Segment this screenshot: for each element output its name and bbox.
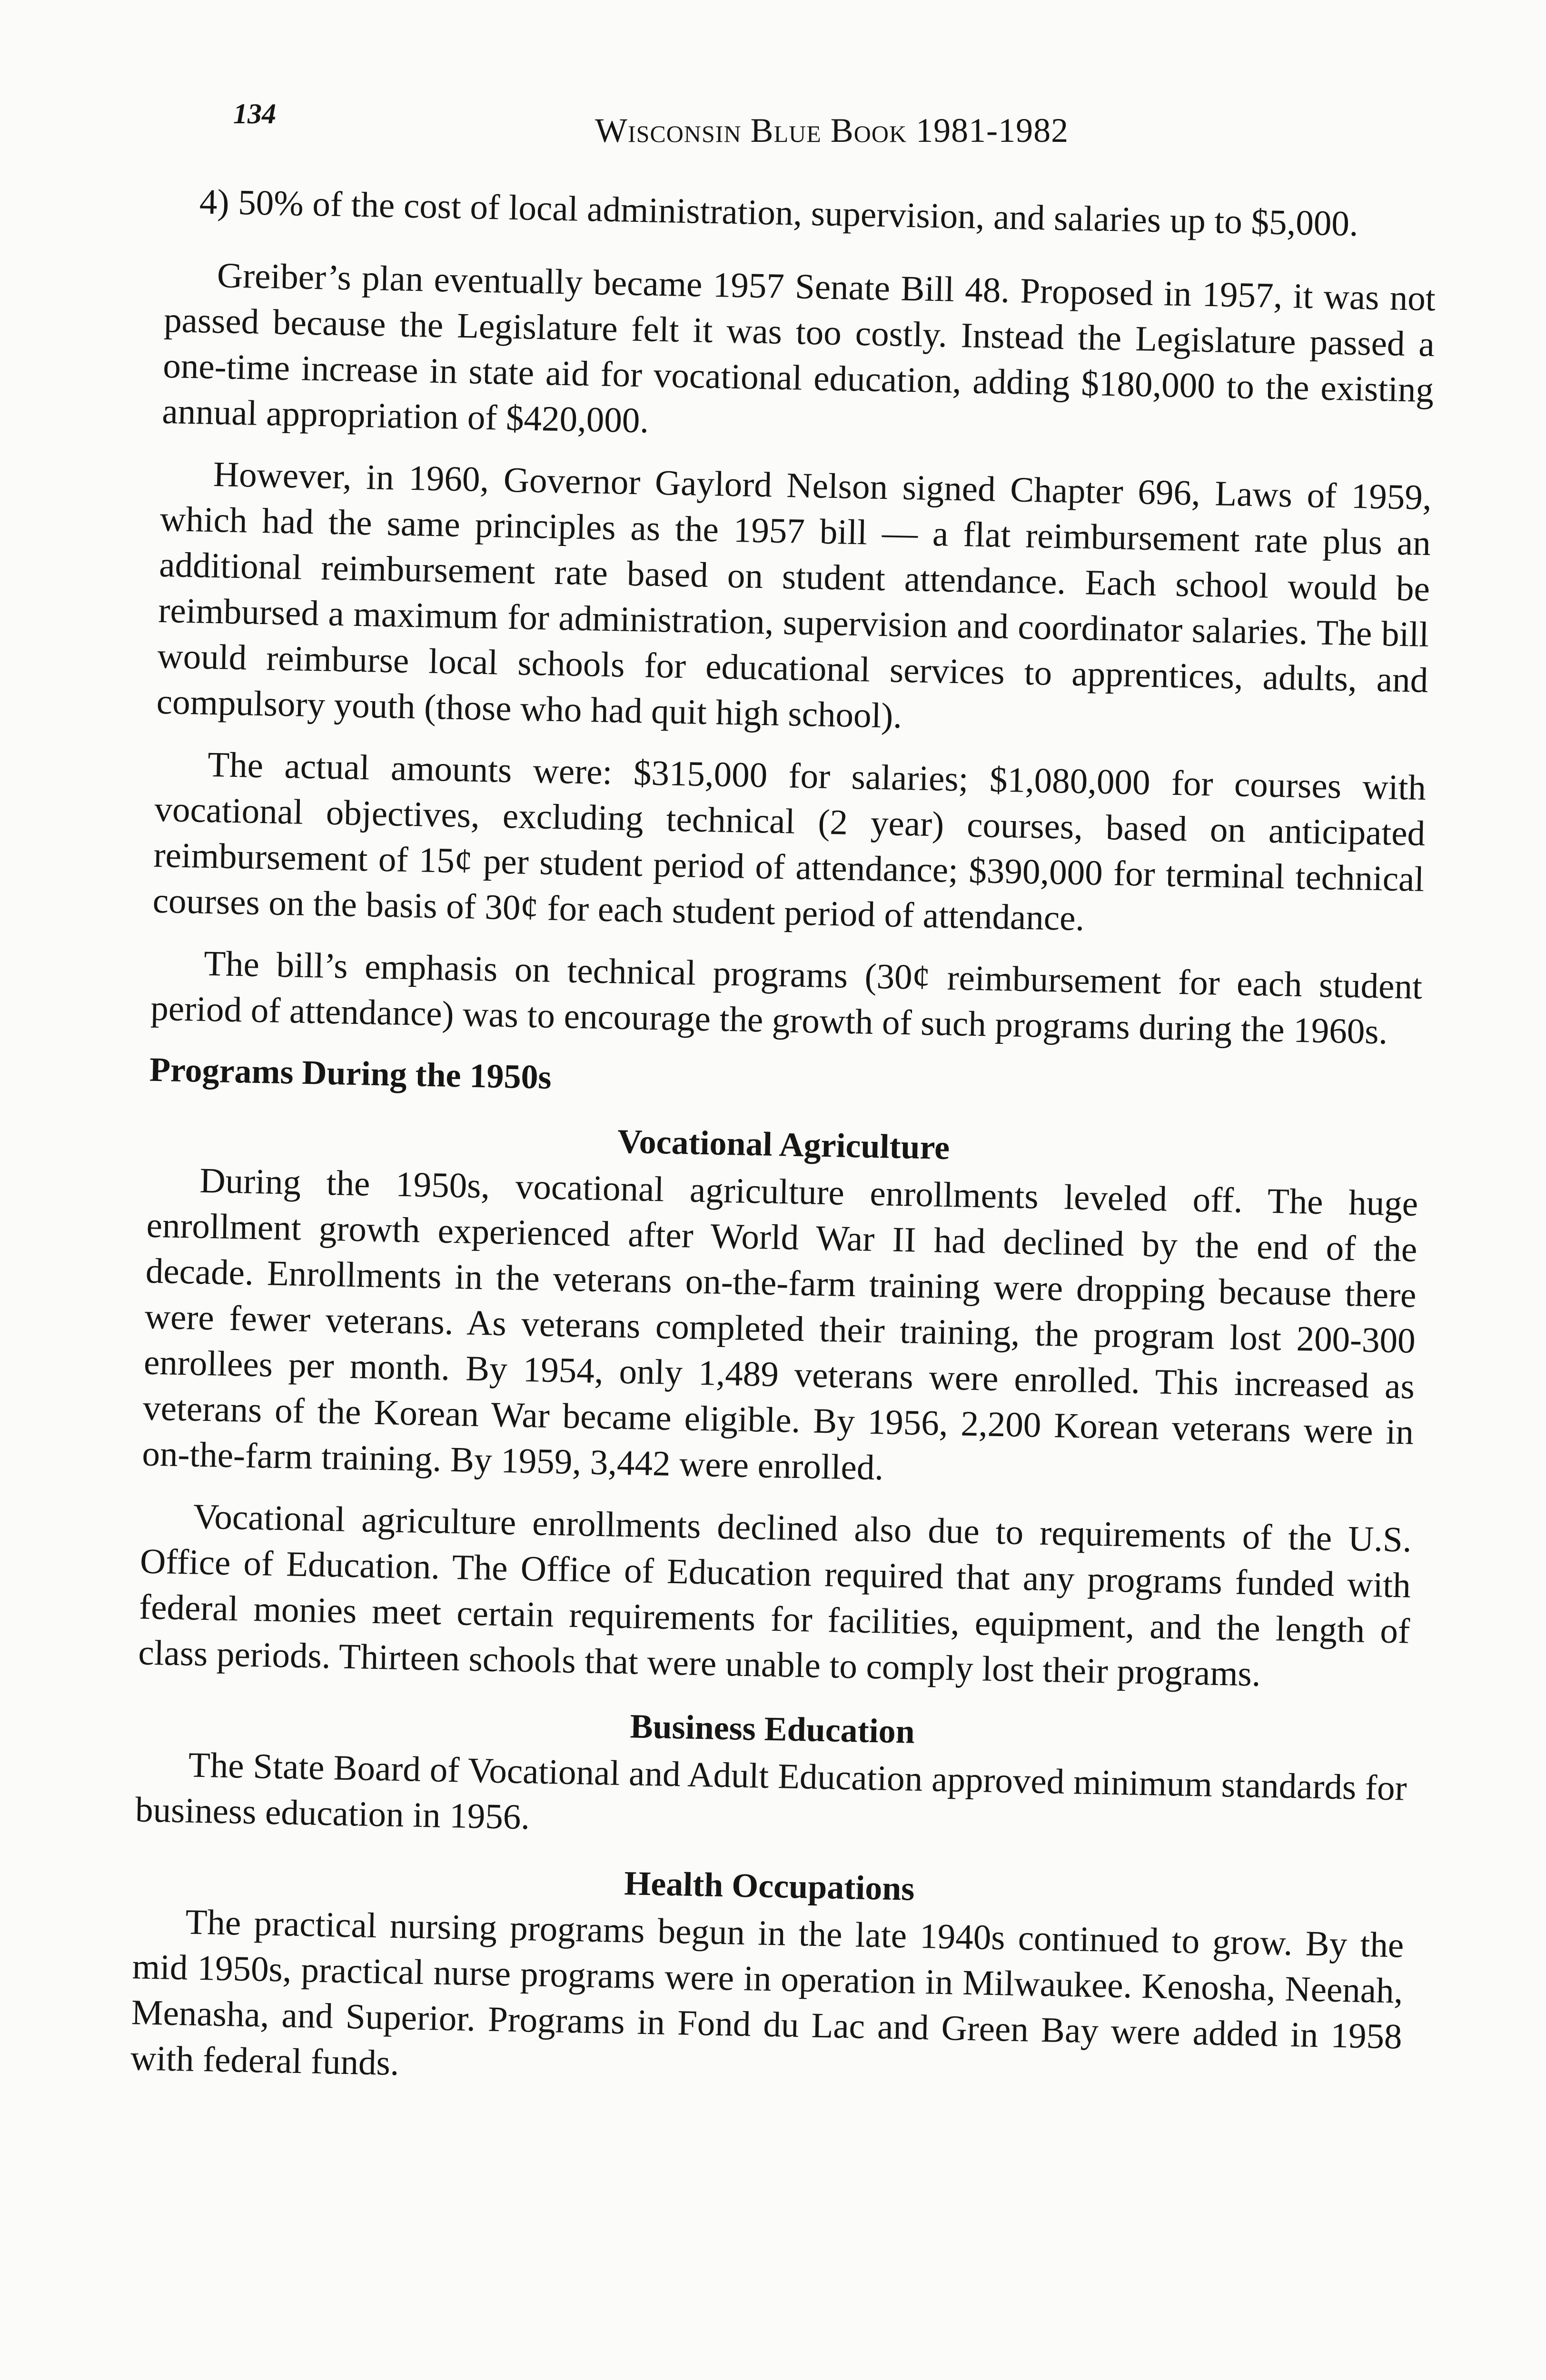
paragraph-actual-amounts: The actual amounts were: $315,000 for salaries; $1,080,000 for courses with vocational objectives, excluding technical (2 year) courses, based on anticipated reimbursement of 15¢ per student period of attendance; $390,000 for terminal technical courses on the basis of 30¢ for each student period of attendance. (152, 744, 1427, 939)
page-number: 134 (233, 98, 276, 129)
running-title: Wisconsin Blue Book 1981-1982 (595, 111, 1069, 149)
paragraph-technical-emphasis: The bill’s emphasis on technical programs (30¢ reimbursement for each student period of attendance) was to encourage the growth of such programs during the 1960s. (150, 943, 1423, 1052)
paragraph-chapter-696: However, in 1960, Governor Gaylord Nelson signed Chapter 696, Laws of 1959, which had the same principles as the 1957 bill — a flat reimbursement rate plus an additional reimbursement rate based on student attendance. Each school would be reimbursed a maximum for administration, supervision and coordinator salaries. The bill would reimburse local schools for educational services to apprentices, adults, and compulsory youth (those who had quit high school). (156, 455, 1432, 736)
list-item-4: 4) 50% of the cost of local administration, supervision, and salaries up to $5,000. (199, 182, 1359, 244)
paragraph-senate-bill: Greiber’s plan eventually became 1957 Senate Bill 48. Proposed in 1957, it was not passed because the Legislature felt it was too costly. Instead the Legislature passed a one-time increase in state aid for vocational education, adding $180,000 to the existing annual appropriation of $420,000. (161, 256, 1436, 441)
paragraph-health-occupations: The practical nursing programs begun in the late 1940s continued to grow. By the mid 1950s, practical nurse programs were in operation in Milwaukee. Kenosha, Neenah, Menasha, and Superior. Programs in Fond du Lac and Green Bay were added in 1958 with federal funds. (130, 1902, 1405, 2083)
page-header (233, 98, 1471, 150)
paragraph-business-education: The State Board of Vocational and Adult Education approved minimum standards for business education in 1956. (135, 1745, 1407, 1837)
subheading-health-occupations: Health Occupations (624, 1864, 915, 1908)
subheading-vocational-agriculture: Vocational Agriculture (617, 1122, 950, 1167)
paragraph-agriculture-requirements: Vocational agriculture enrollments declined also due to requirements of the U.S. Office of Education. The Office of Education required that any programs funded with federal monies meet certain requirements for facilities, equipment, and the length of class periods. Thirteen schools that were unable to comply lost their programs. (138, 1497, 1412, 1694)
section-heading: Programs During the 1950s (149, 1050, 552, 1096)
subheading-business-education: Business Education (629, 1707, 915, 1751)
paragraph-agriculture-enrollment: During the 1950s, vocational agriculture enrollments leveled off. The huge enrollment growth experienced after World War II had declined by the end of the decade. Enrollments in the veterans on-the-farm training were dropping because there were fewer veterans. As veterans completed their training, the program lost 200-300 enrollees per month. By 1954, only 1,489 veterans were enrolled. This increased as veterans of the Korean War became eligible. By 1956, 2,200 Korean veterans were in on-the-farm training. By 1959, 3,442 were enrolled. (141, 1160, 1418, 1488)
page-body (130, 178, 1437, 2122)
